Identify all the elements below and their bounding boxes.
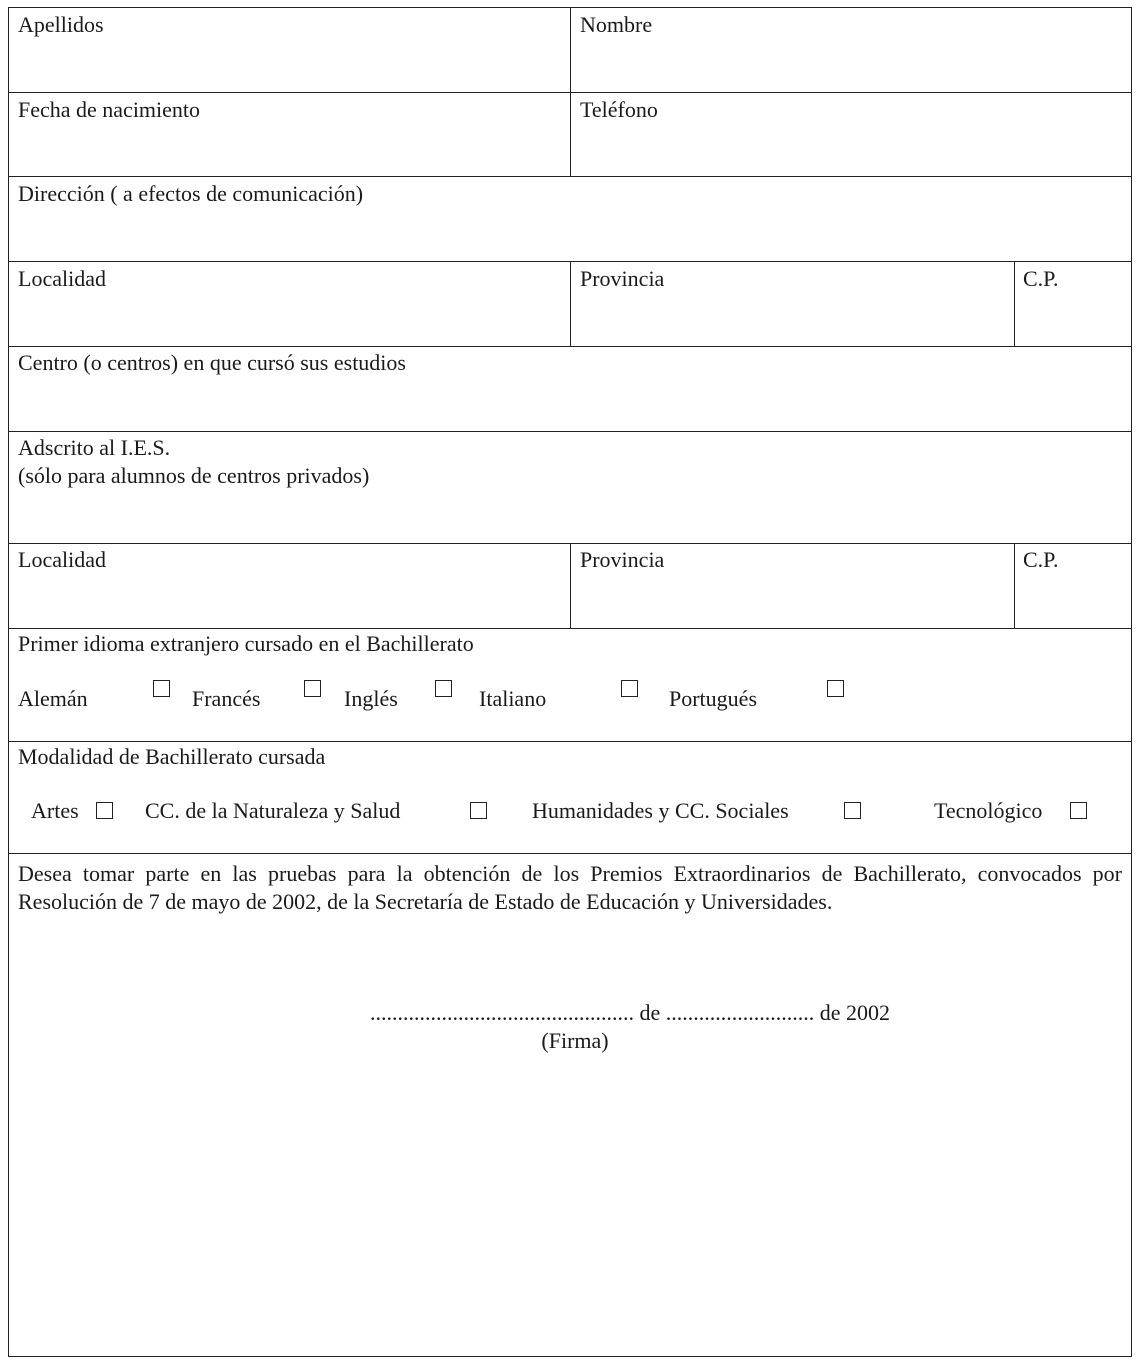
provincia-field-2[interactable] xyxy=(570,544,1014,628)
localidad-field-2[interactable] xyxy=(9,544,570,628)
row-direccion xyxy=(9,177,1131,262)
adscrito-label: Adscrito al I.E.S. xyxy=(18,435,171,460)
humanidades-checkbox[interactable] xyxy=(844,802,861,819)
row-localidad-2 xyxy=(9,544,1131,629)
localidad-label: Localidad xyxy=(18,266,106,291)
modalidad-option-tecnologico: Tecnológico xyxy=(934,798,1043,823)
idioma-title: Primer idioma extranjero cursado en el Bachillerato xyxy=(18,631,474,656)
ingles-checkbox[interactable] xyxy=(435,680,452,697)
apellidos-label: Apellidos xyxy=(18,12,104,37)
idioma-option-frances: Francés xyxy=(192,686,261,711)
telefono-field[interactable] xyxy=(570,93,1131,176)
idioma-option-portugues: Portugués xyxy=(669,686,757,711)
artes-checkbox[interactable] xyxy=(96,802,113,819)
nombre-label: Nombre xyxy=(580,12,653,37)
signature-label: (Firma) xyxy=(541,1028,609,1053)
modalidad-option-naturaleza: CC. de la Naturaleza y Salud xyxy=(145,798,401,823)
declaracion-text: Desea tomar parte en las pruebas para la obtención de los Premios Extraordinarios de Bachillerato, convocados por Resolución de 7 de mayo de 2002, de la Secretaría de Estado de Educación y Universidades. xyxy=(18,861,1122,914)
row-modalidad xyxy=(9,742,1131,854)
provincia-field[interactable] xyxy=(570,262,1014,346)
telefono-label: Teléfono xyxy=(580,97,658,122)
registration-form xyxy=(8,7,1132,1357)
row-adscrito xyxy=(9,432,1131,544)
idioma-option-ingles: Inglés xyxy=(344,686,398,711)
direccion-label: Dirección ( a efectos de comunicación) xyxy=(18,181,364,206)
row-fecha-telefono xyxy=(9,93,1131,177)
apellidos-field[interactable] xyxy=(9,8,570,92)
direccion-field[interactable] xyxy=(9,177,1131,261)
row-apellidos-nombre xyxy=(9,8,1131,93)
fecha-nacimiento-field[interactable] xyxy=(9,93,570,176)
modalidad-title: Modalidad de Bachillerato cursada xyxy=(18,744,326,769)
adscrito-field[interactable] xyxy=(9,432,1131,543)
modalidad-option-artes: Artes xyxy=(31,798,79,823)
provincia-label-2: Provincia xyxy=(580,547,665,572)
cp-field-2[interactable] xyxy=(1014,544,1131,628)
cp-label: C.P. xyxy=(1023,266,1059,291)
italiano-checkbox[interactable] xyxy=(621,680,638,697)
naturaleza-salud-checkbox[interactable] xyxy=(470,802,487,819)
signature-date-line[interactable]: ................................................ de ........................... de 2002 xyxy=(369,1000,891,1025)
portugues-checkbox[interactable] xyxy=(827,680,844,697)
centro-label: Centro (o centros) en que cursó sus estudios xyxy=(18,350,406,375)
centro-field[interactable] xyxy=(9,347,1131,431)
row-localidad-1 xyxy=(9,262,1131,347)
idioma-option-italiano: Italiano xyxy=(479,686,547,711)
idioma-option-aleman: Alemán xyxy=(18,686,88,711)
cp-label-2: C.P. xyxy=(1023,547,1059,572)
fecha-nacimiento-label: Fecha de nacimiento xyxy=(18,97,201,122)
aleman-checkbox[interactable] xyxy=(153,680,170,697)
nombre-field[interactable] xyxy=(570,8,1131,92)
localidad-field[interactable] xyxy=(9,262,570,346)
cp-field[interactable] xyxy=(1014,262,1131,346)
row-idioma xyxy=(9,629,1131,742)
tecnologico-checkbox[interactable] xyxy=(1070,802,1087,819)
provincia-label: Provincia xyxy=(580,266,665,291)
row-centro xyxy=(9,347,1131,432)
localidad-label-2: Localidad xyxy=(18,547,106,572)
adscrito-note: (sólo para alumnos de centros privados) xyxy=(18,463,370,488)
frances-checkbox[interactable] xyxy=(304,680,321,697)
modalidad-option-humanidades: Humanidades y CC. Sociales xyxy=(532,798,789,823)
row-declaracion xyxy=(9,854,1131,1356)
